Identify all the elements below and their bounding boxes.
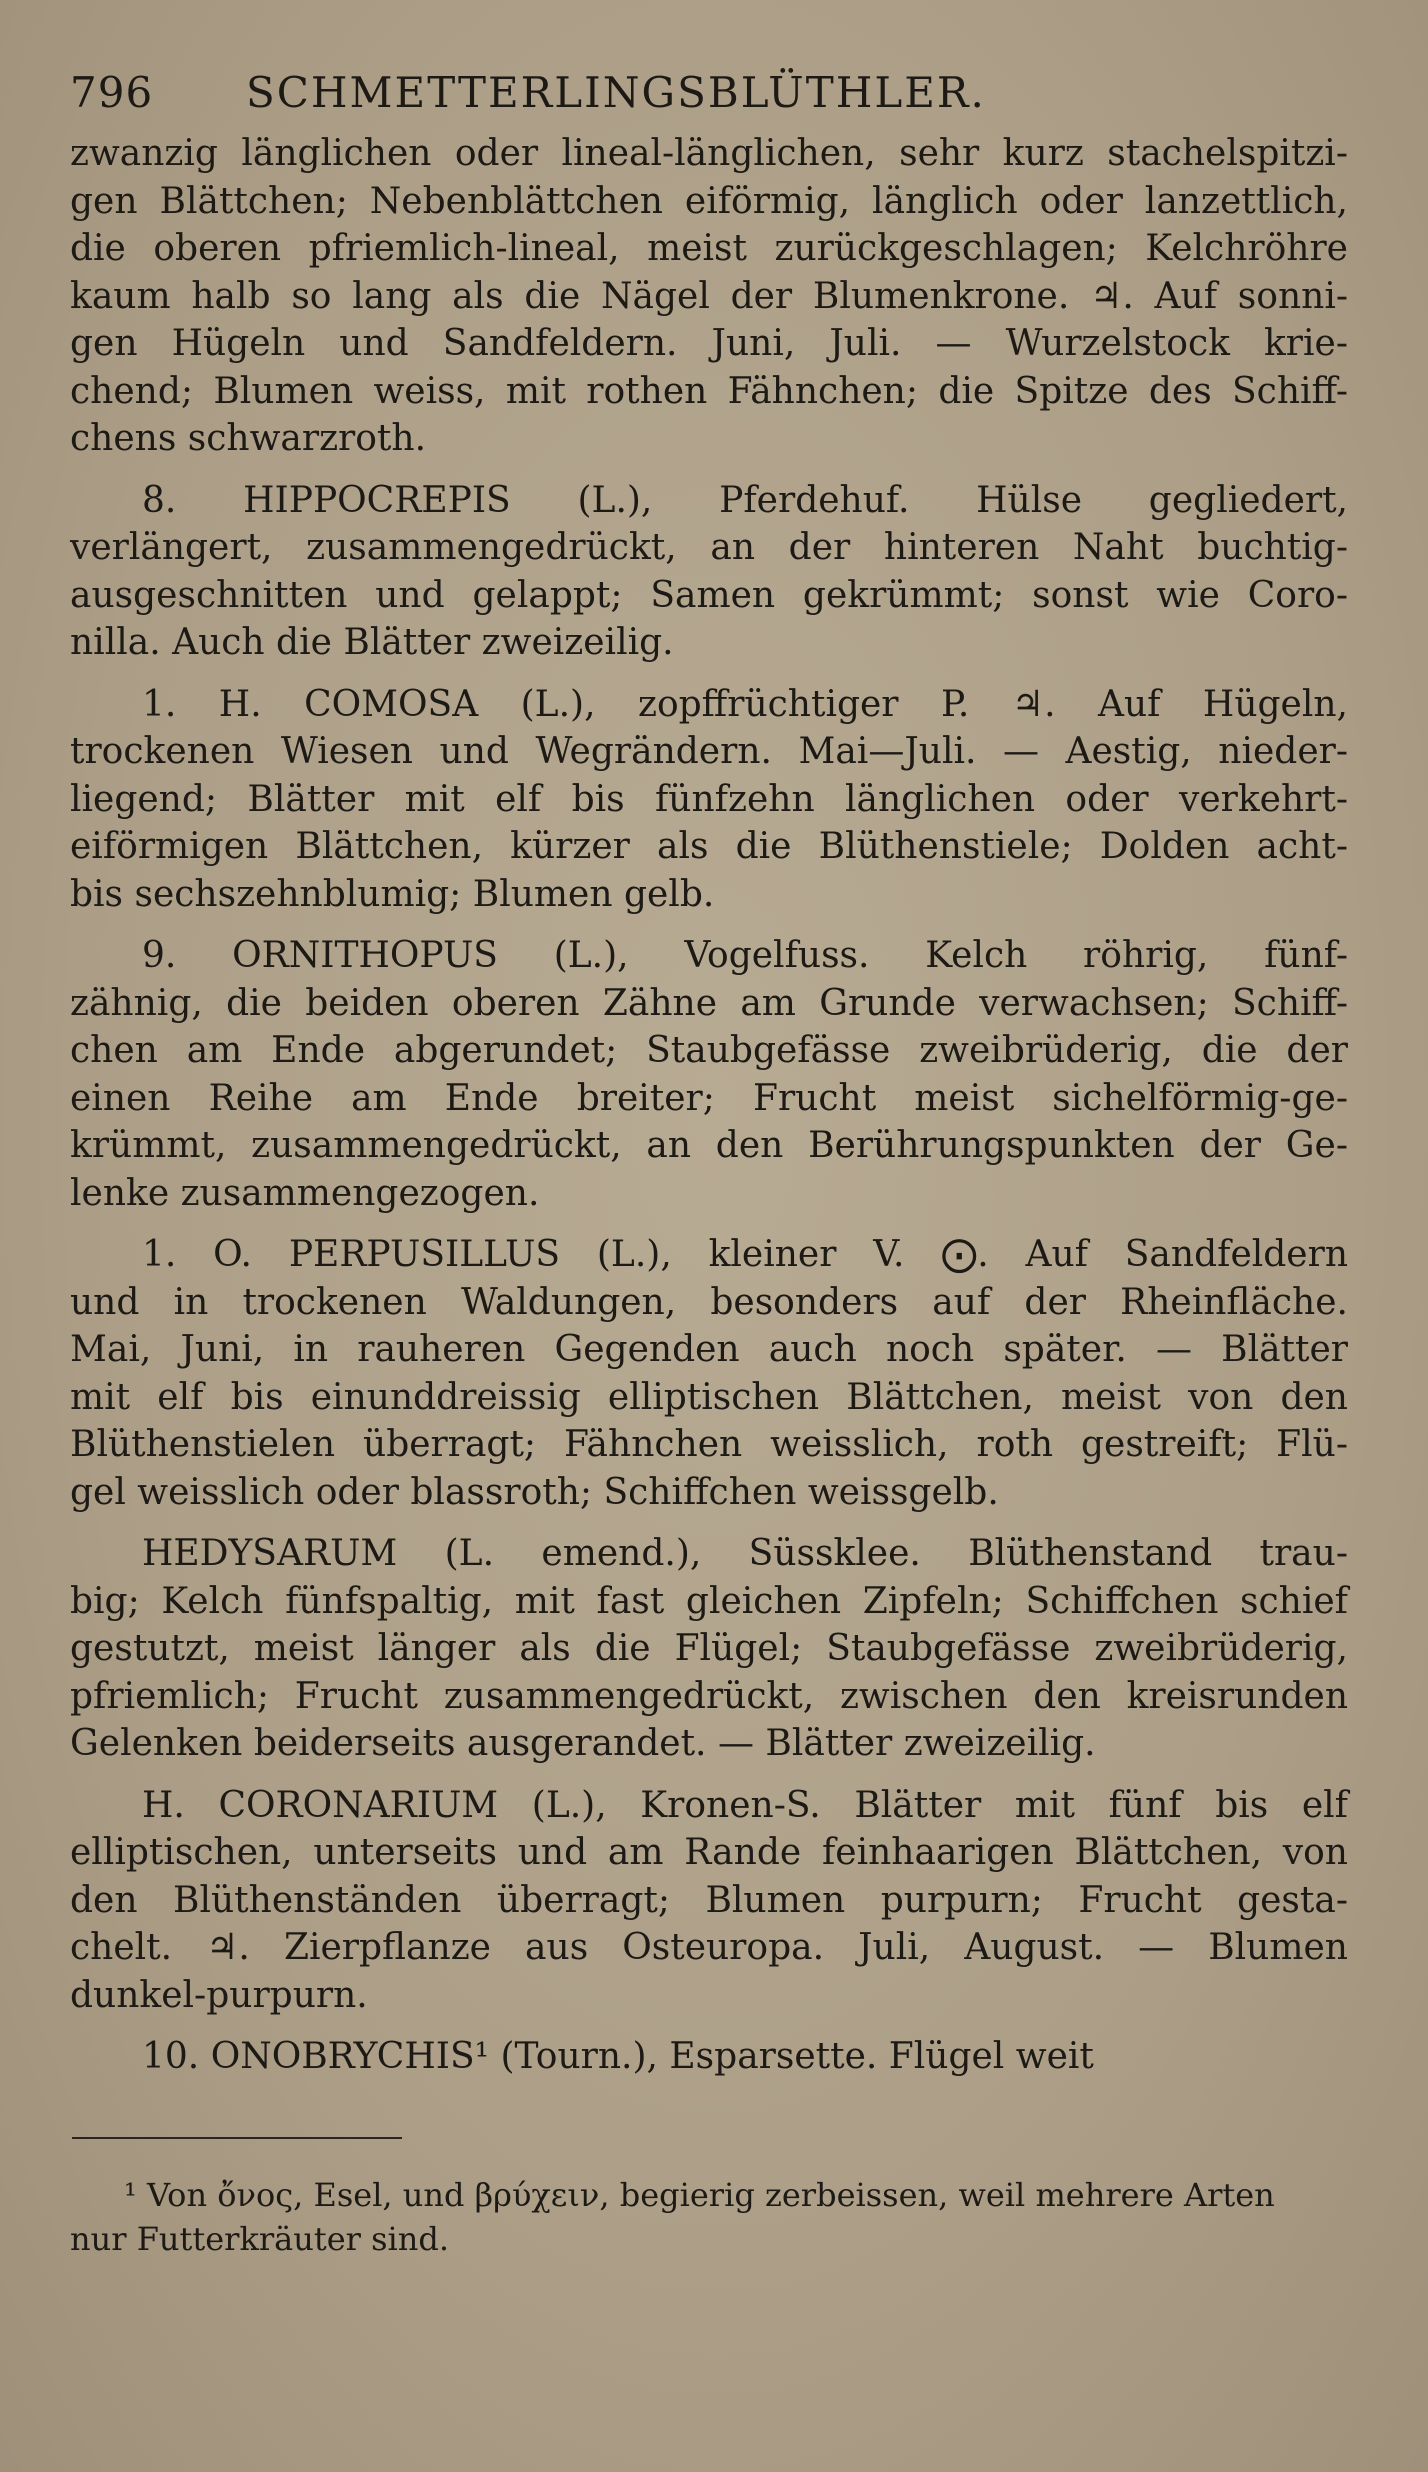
body-text xyxy=(70,130,1348,2081)
text-line: gen Hügeln und Sandfeldern. Juni, Juli. — Wurzelstock krie- xyxy=(70,323,1348,364)
page-number: 796 xyxy=(70,68,154,117)
text-line: einen Reihe am Ende breiter; Frucht meist sichelförmig-ge- xyxy=(70,1077,1348,1119)
paragraph-continuation xyxy=(70,130,1348,463)
paragraph-hedysarum-coronarium xyxy=(70,1782,1348,2020)
text-line: 9. ORNITHOPUS (L.), Vogelfuss. Kelch röhrig, fünf- xyxy=(142,935,1348,976)
footnote xyxy=(70,2173,1348,2261)
running-head: SCHMETTERLINGSBLÜTHLER. xyxy=(246,68,986,117)
text-line: und in trockenen Waldungen, besonders auf der Rheinfläche. xyxy=(70,1281,1348,1323)
text-line: mit elf bis einunddreissig elliptischen Blättchen, meist von den xyxy=(70,1376,1348,1418)
text-line: den Blüthenständen überragt; Blumen purpurn; Frucht gesta- xyxy=(70,1879,1348,1921)
text-line: chens schwarzroth. xyxy=(70,418,427,459)
paragraph-hedysarum xyxy=(70,1530,1348,1768)
footnote-line: ¹ Von ὄνος, Esel, und βρύχειν, begierig zerbeissen, weil mehrere Arten xyxy=(124,2175,1275,2214)
text-line: verlängert, zusammengedrückt, an der hinteren Naht buchtig- xyxy=(70,527,1348,568)
text-line: H. CORONARIUM (L.), Kronen-S. Blätter mit fünf bis elf xyxy=(142,1784,1348,1826)
text-line: die oberen pfriemlich-lineal, meist zurückgeschlagen; Kelchröhre xyxy=(70,228,1348,269)
text-line: lenke zusammengezogen. xyxy=(70,1172,540,1214)
text-line: eiförmigen Blättchen, kürzer als die Blüthenstiele; Dolden acht- xyxy=(70,826,1348,867)
paragraph-hippocrepis-comosa xyxy=(70,681,1348,919)
text-line: trockenen Wiesen und Wegrändern. Mai—Juli. — Aestig, nieder- xyxy=(70,731,1348,772)
paragraph-onobrychis xyxy=(70,2033,1348,2081)
text-line: krümmt, zusammengedrückt, an den Berührungspunkten der Ge- xyxy=(70,1125,1348,1166)
text-line: bis sechszehnblumig; Blumen gelb. xyxy=(70,873,715,915)
text-line: gel weisslich oder blassroth; Schiffchen weissgelb. xyxy=(70,1471,999,1513)
text-line: Mai, Juni, in rauheren Gegenden auch noch später. — Blätter xyxy=(70,1329,1348,1370)
paragraph-hippocrepis xyxy=(70,477,1348,667)
text-line: 1. H. COMOSA (L.), zopffrüchtiger P. ♃. Auf Hügeln, xyxy=(142,683,1348,725)
text-line: big; Kelch fünfspaltig, mit fast gleichen Zipfeln; Schiffchen schief xyxy=(70,1580,1348,1622)
text-line: nilla. Auch die Blätter zweizeilig. xyxy=(70,622,674,663)
text-line: zwanzig länglichen oder lineal-länglichen, sehr kurz stachelspitzi- xyxy=(70,133,1348,174)
text-line: HEDYSARUM (L. emend.), Süssklee. Blüthenstand trau- xyxy=(142,1533,1348,1574)
text-line: elliptischen, unterseits und am Rande feinhaarigen Blättchen, von xyxy=(70,1832,1348,1873)
text-line: chen am Ende abgerundet; Staubgefässe zweibrüderig, die der xyxy=(70,1030,1348,1071)
text-line: chend; Blumen weiss, mit rothen Fähnchen; die Spitze des Schiff- xyxy=(70,370,1348,412)
text-line: liegend; Blätter mit elf bis fünfzehn länglichen oder verkehrt- xyxy=(70,778,1348,820)
text-line: Blüthenstielen überragt; Fähnchen weisslich, roth gestreift; Flü- xyxy=(70,1424,1348,1465)
text-line: Gelenken beiderseits ausgerandet. — Blätter zweizeilig. xyxy=(70,1723,1096,1764)
text-line: pfriemlich; Frucht zusammengedrückt, zwischen den kreisrunden xyxy=(70,1675,1348,1717)
footnote-line: nur Futterkräuter sind. xyxy=(70,2219,450,2258)
text-line: kaum halb so lang als die Nägel der Blumenkrone. ♃. Auf sonni- xyxy=(70,275,1348,317)
text-line: gen Blättchen; Nebenblättchen eiförmig, länglich oder lanzettlich, xyxy=(70,180,1348,222)
text-line: zähnig, die beiden oberen Zähne am Grunde verwachsen; Schiff- xyxy=(70,982,1348,1024)
text-line: 8. HIPPOCREPIS (L.), Pferdehuf. Hülse gegliedert, xyxy=(142,479,1348,521)
text-line: ausgeschnitten und gelappt; Samen gekrümmt; sonst wie Coro- xyxy=(70,574,1348,616)
text-line: dunkel-purpurn. xyxy=(70,1974,368,2016)
text-line: 1. O. PERPUSILLUS (L.), kleiner V. ⨀. Auf Sandfeldern xyxy=(142,1234,1348,1275)
text-line: gestutzt, meist länger als die Flügel; Staubgefässe zweibrüderig, xyxy=(70,1628,1348,1669)
page-header xyxy=(70,68,1348,130)
text-line: chelt. ♃. Zierpflanze aus Osteuropa. Juli, August. — Blumen xyxy=(70,1927,1348,1968)
paragraph-ornithopus-perpusillus xyxy=(70,1231,1348,1516)
footnote-rule xyxy=(72,2137,402,2139)
text-line: 10. ONOBRYCHIS¹ (Tourn.), Esparsette. Flügel weit xyxy=(142,2036,1094,2077)
paragraph-ornithopus xyxy=(70,932,1348,1217)
